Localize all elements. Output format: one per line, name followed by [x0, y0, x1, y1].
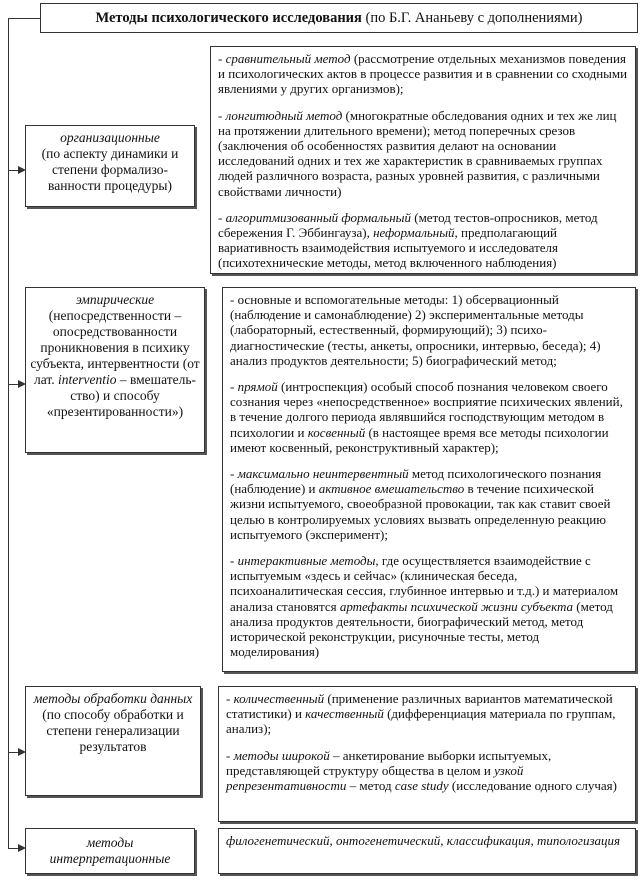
category-sublabel: (по аспекту динамики и степени формализо-ванности процедуры) [41, 146, 179, 193]
category-label: эмпирические [75, 292, 155, 307]
method-item: - максимально неинтервентный метод психологического познания (наблюдение) и активное вмешательство в течение психической жизни испытуемого, своеобразной провокации, так как ставит своей целью в контролируемых условиях вызвать определенную реакцию испытуемого (эксперимент); [230, 466, 611, 542]
method-item: филогенетический, онтогенетический, классификация, типологизация [226, 833, 621, 848]
method-item: - сравнительный метод (рассмотрение отдельных механизмов поведения и психологических актов в процессе развития и в сравнении со сходными явлениями у других организмов); [218, 51, 628, 97]
category-label: методы обработки данных [33, 691, 193, 706]
method-item: - лонгитюдный метод (многократные обследования одних и тех же лиц на протяжении длительного времени); метод поперечных срезов (заключения об особенностях развития делают на основании исследований одних и тех же характеристик в сравниваемых группах людей различного возраста, разных уровней развития, с различными свойствами личности) [218, 107, 617, 199]
description-organizational [210, 46, 636, 274]
category-processing [25, 686, 201, 796]
method-item: - прямой (интроспекция) особый способ познания человеком своего сознания через «непосредственное» восприятие психических явлений, в течение долгого периода являвшийся господствующим методом в психологии и косвенный (в настоящее время все методы психологии имеют косвенный, реконструктивный характер); [230, 379, 623, 455]
main-trunk-line [8, 18, 9, 848]
title-connector-line [8, 18, 40, 19]
method-item: - основные и вспомогательные методы: 1) обсервационный (наблюдение и самонаблюдение) 2) экспериментальные методы (лабораторный, естественный, формирующий); 3) психо-диагностические (тесты, анкеты, опросники, интервью, беседа); 4) анализ продуктов деятельности; 5) биографический метод; [230, 292, 601, 368]
method-item: - методы широкой – анкетирование выборки испытуемых, представляющей структуру общества в целом и узкой репрезентативности – метод case study (исследование одного случая) [226, 747, 617, 794]
category-interpretation [25, 828, 195, 874]
method-item: - алгоритмизованный формальный (метод тестов-опросников, метод сбережения Г. Эббингауза), неформальный, предполагающий вариативность взаимодействия испытуемого и исследователя (психотехнические методы, метод включенного наблюдения) [218, 209, 598, 271]
category-sublabel: (по способу обработки и степени генерализации результатов [42, 707, 184, 754]
title-suffix: (по Б.Г. Ананьеву с дополнениями) [361, 10, 583, 26]
category-sublabel: (непосредственности – опосредствованности проникновения в психику субъекта, интервентности (от лат. interventio – вмешатель-ство) и способу «презентированности») [30, 308, 200, 419]
method-item: - интерактивные методы, где осуществляется взаимодействие с испытуемым «здесь и сейчас» (клиническая беседа, психоаналитическая сессия, глубинное интервью и т.д.) и материалом анализа становятся артефакты психической жизни субъекта (метод анализа продуктов деятельности, биографический метод, метод исторической реконструкции, рисуночные тесты, метод моделирования) [230, 553, 619, 660]
diagram-title [40, 3, 638, 33]
category-label: методы интерпретационные [49, 835, 171, 866]
title-main: Методы психологического исследования [95, 10, 362, 26]
description-interpretation [218, 828, 636, 874]
category-empirical [25, 287, 205, 453]
description-processing [218, 686, 636, 822]
description-empirical [222, 287, 636, 672]
method-item: - количественный (применение различных вариантов математической статистики) и качественный (дифференциация материала по группам, анализ); [226, 691, 616, 737]
category-organizational [25, 125, 195, 207]
category-label: организационные [60, 130, 160, 145]
